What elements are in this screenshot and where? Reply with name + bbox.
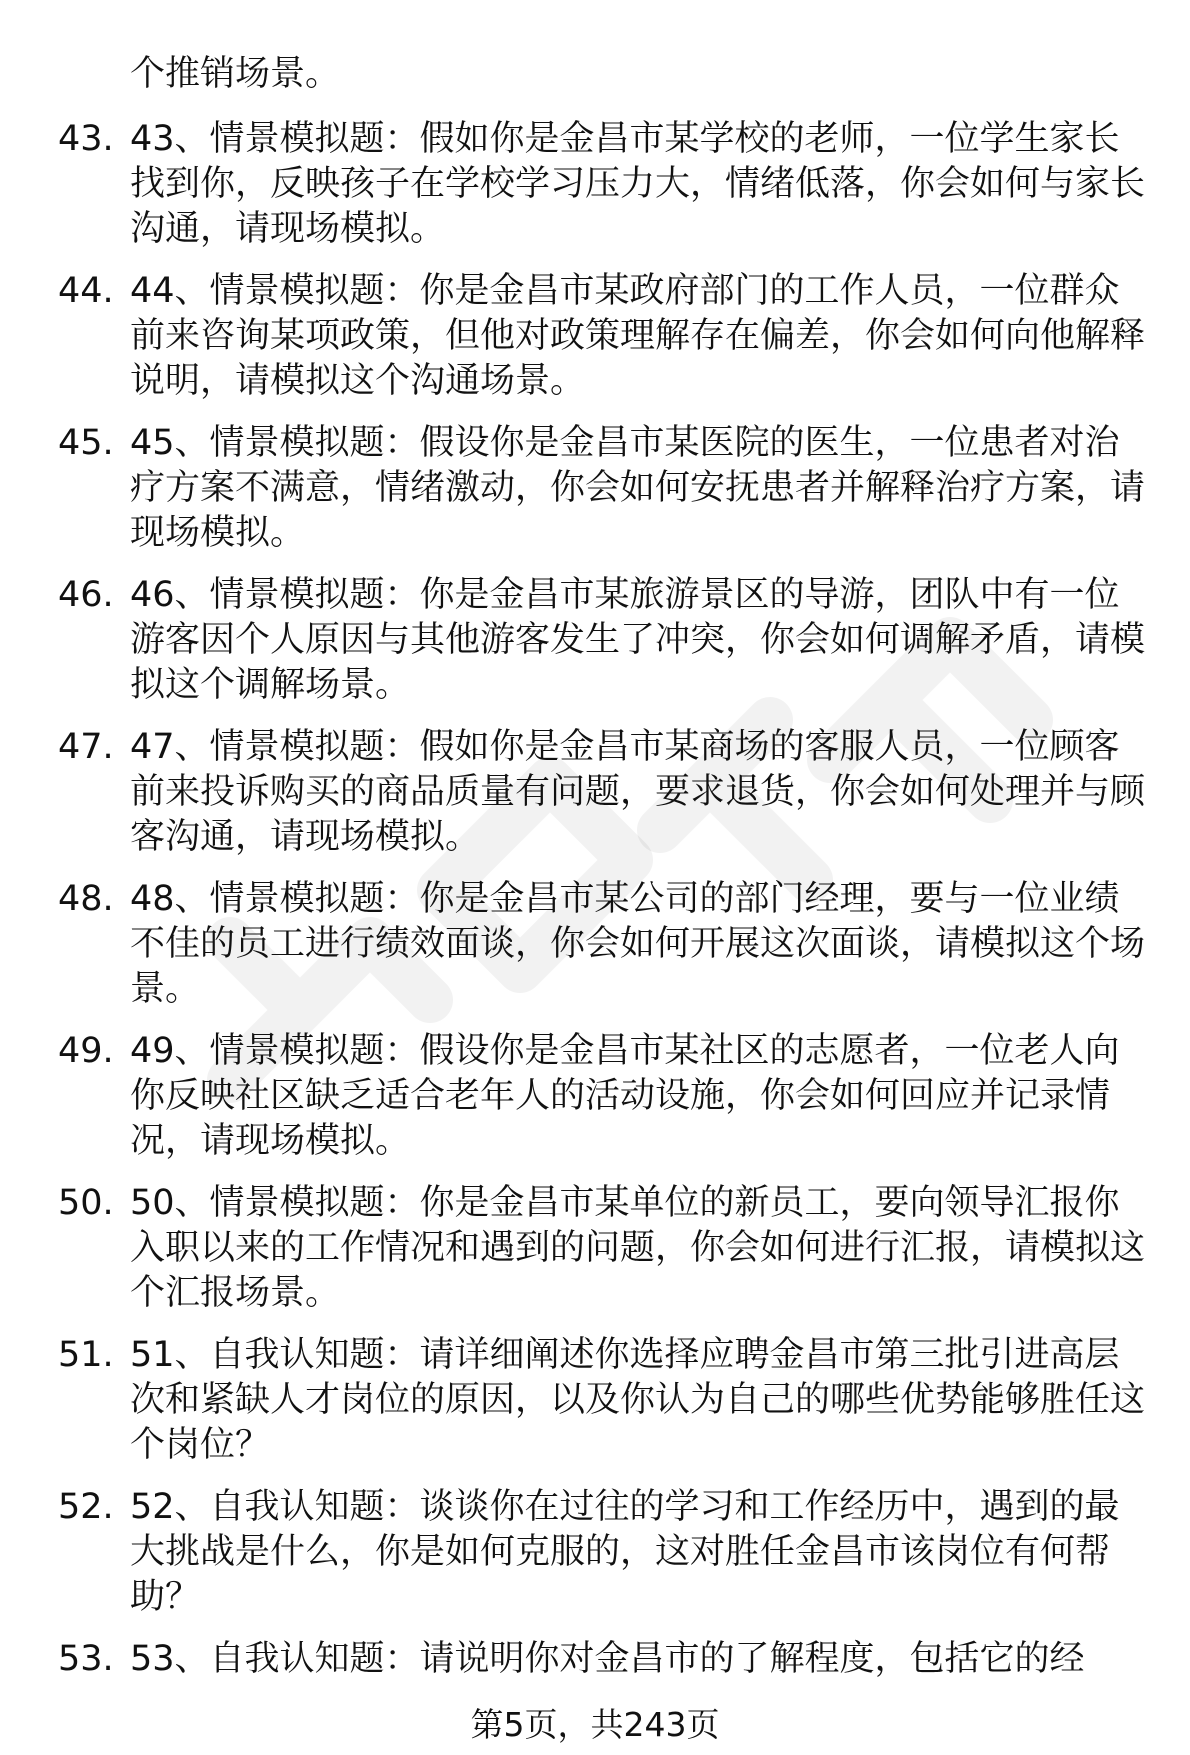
question-item	[0, 573, 1150, 708]
question-number: 53.	[58, 1639, 114, 1679]
page-number-label: 第5页，共243页	[470, 1705, 720, 1744]
question-number: 49.	[58, 1031, 114, 1071]
question-item	[0, 117, 1150, 252]
question-item	[0, 877, 1150, 1012]
question-number: 43.	[58, 119, 114, 159]
question-number: 44.	[58, 271, 114, 311]
question-number: 50.	[58, 1183, 114, 1223]
continuation-text: 个推销场景。	[130, 54, 341, 94]
question-number: 46.	[58, 575, 114, 615]
question-text: 52、自我认知题：谈谈你在过往的学习和工作经历中，遇到的最大挑战是什么，你是如何克服的，这对胜任金昌市该岗位有何帮助？	[130, 1487, 1120, 1617]
question-text: 48、情景模拟题：你是金昌市某公司的部门经理，要与一位业绩不佳的员工进行绩效面谈，你会如何开展这次面谈，请模拟这个场景。	[130, 879, 1146, 1009]
question-item	[0, 1333, 1150, 1468]
question-number: 45.	[58, 423, 114, 463]
question-number: 51.	[58, 1335, 114, 1375]
question-text: 50、情景模拟题：你是金昌市某单位的新员工，要向领导汇报你入职以来的工作情况和遇到的问题，你会如何进行汇报，请模拟这个汇报场景。	[130, 1183, 1146, 1313]
question-text: 44、情景模拟题：你是金昌市某政府部门的工作人员，一位群众前来咨询某项政策，但他对政策理解存在偏差，你会如何向他解释说明，请模拟这个沟通场景。	[130, 271, 1146, 401]
question-text: 53、自我认知题：请说明你对金昌市的了解程度，包括它的经	[130, 1639, 1085, 1679]
question-item	[0, 1029, 1150, 1164]
question-number: 47.	[58, 727, 114, 767]
question-text: 43、情景模拟题：假如你是金昌市某学校的老师，一位学生家长找到你，反映孩子在学校学习压力大，情绪低落，你会如何与家长沟通，请现场模拟。	[130, 119, 1146, 249]
question-item	[0, 1637, 1150, 1682]
question-item	[0, 1485, 1150, 1620]
question-list	[0, 117, 1190, 1699]
question-text: 45、情景模拟题：假设你是金昌市某医院的医生，一位患者对治疗方案不满意，情绪激动，你会如何安抚患者并解释治疗方案，请现场模拟。	[130, 423, 1146, 553]
question-number: 52.	[58, 1487, 114, 1527]
question-text: 51、自我认知题：请详细阐述你选择应聘金昌市第三批引进高层次和紧缺人才岗位的原因，以及你认为自己的哪些优势能够胜任这个岗位？	[130, 1335, 1146, 1465]
question-item	[0, 269, 1150, 404]
page-footer	[0, 1705, 1190, 1745]
question-item	[0, 1181, 1150, 1316]
question-item	[0, 725, 1150, 860]
question-text: 49、情景模拟题：假设你是金昌市某社区的志愿者，一位老人向你反映社区缺乏适合老年人的活动设施，你会如何回应并记录情况，请现场模拟。	[130, 1031, 1120, 1161]
question-text: 46、情景模拟题：你是金昌市某旅游景区的导游，团队中有一位游客因个人原因与其他游客发生了冲突，你会如何调解矛盾，请模拟这个调解场景。	[130, 575, 1146, 705]
question-number: 48.	[58, 879, 114, 919]
question-text: 47、情景模拟题：假如你是金昌市某商场的客服人员，一位顾客前来投诉购买的商品质量有问题，要求退货，你会如何处理并与顾客沟通，请现场模拟。	[130, 727, 1146, 857]
question-item	[0, 421, 1150, 556]
